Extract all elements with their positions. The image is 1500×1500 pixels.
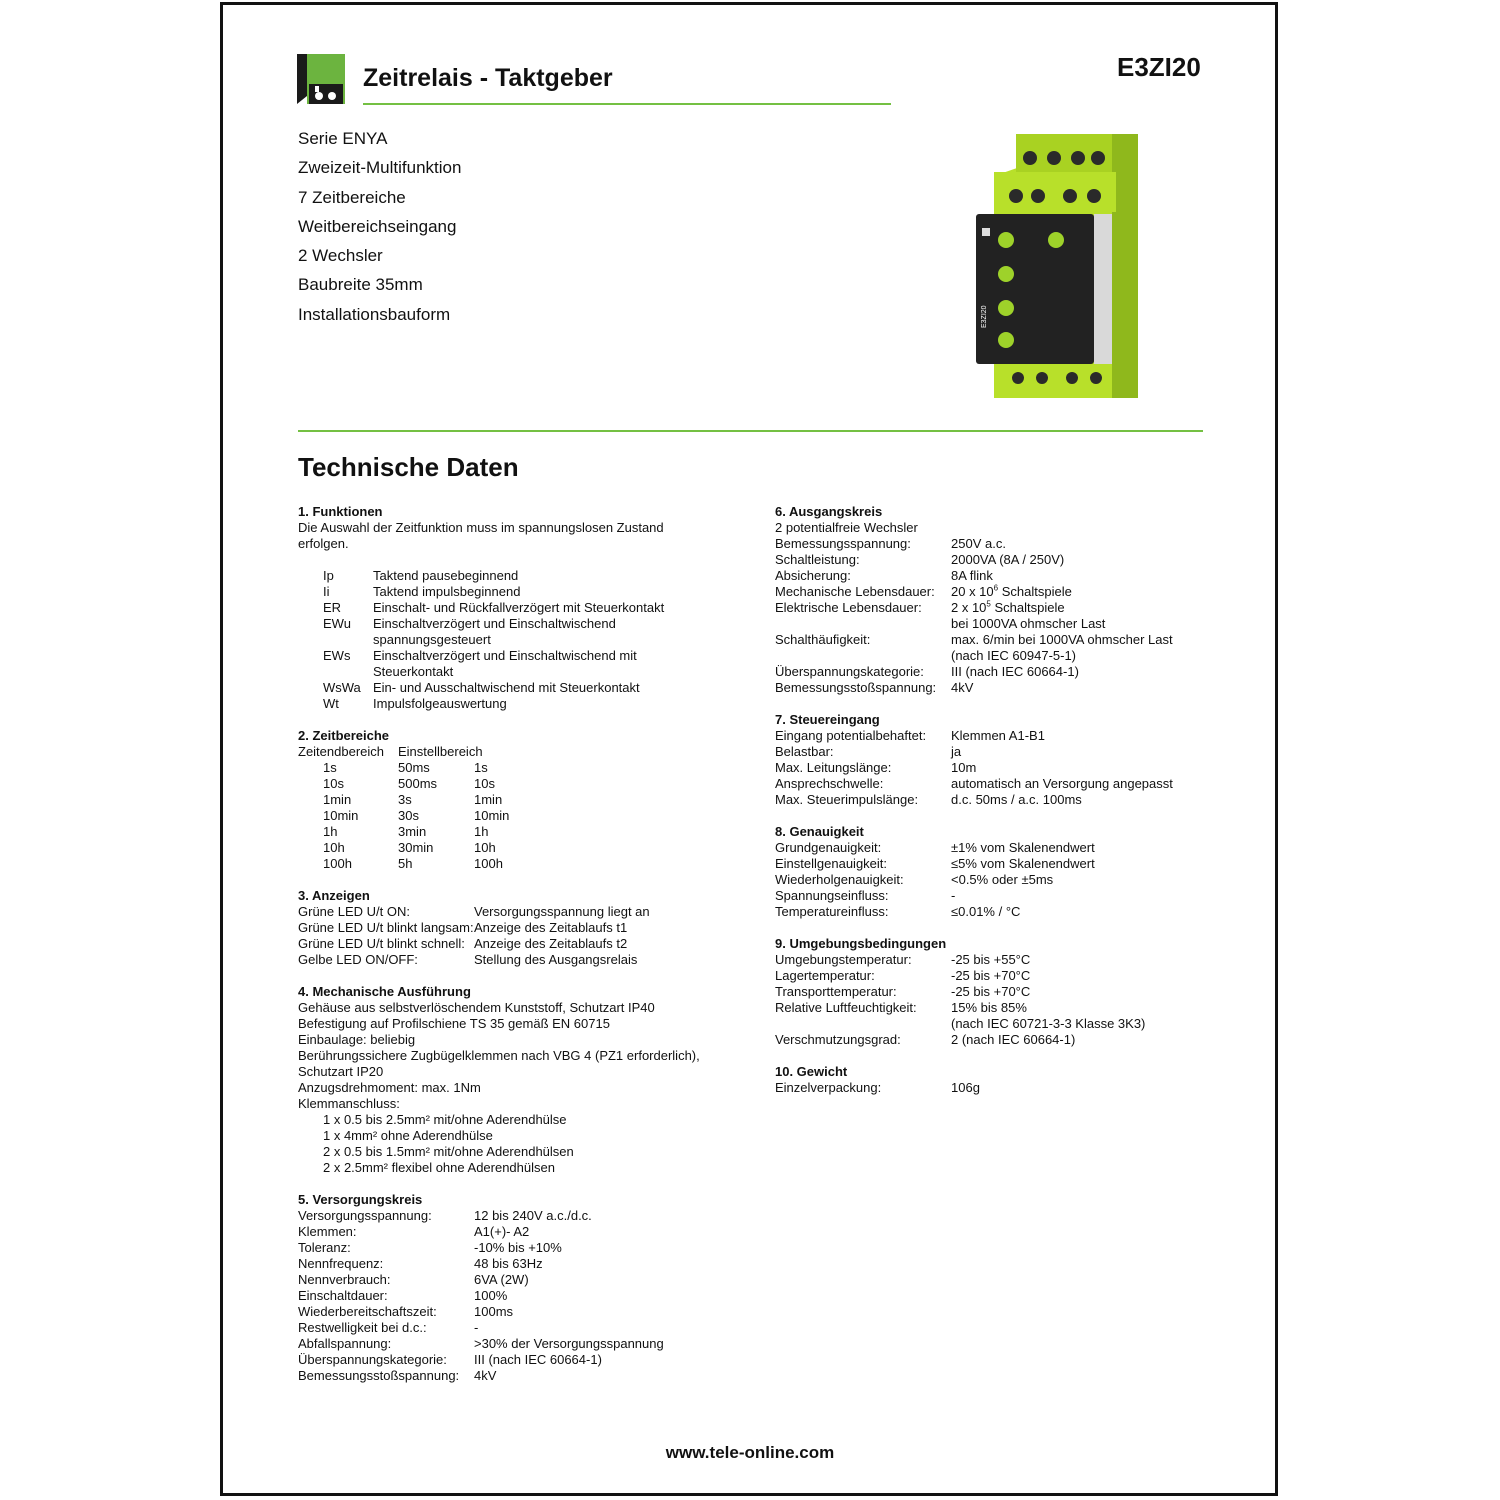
kv-row: Nennfrequenz: 48 bis 63Hz	[298, 1256, 543, 1271]
section-gewicht	[775, 1064, 1205, 1096]
table-row: 100h 5h 100h	[323, 856, 503, 871]
kv-row: Schalthäufigkeit: max. 6/min bei 1000VA ohmscher Last	[775, 632, 1173, 647]
kv-row: Bemessungsstoßspannung: 4kV	[298, 1368, 497, 1383]
section-heading: Technische Daten	[298, 452, 519, 482]
kv-row: Max. Steuerimpulslänge: d.c. 50ms / a.c. 100ms	[775, 792, 1082, 807]
section-title: 1. Funktionen	[298, 504, 383, 519]
kv-row: Ansprechschwelle: automatisch an Versorgung angepasst	[775, 776, 1173, 791]
section-zeitbereiche	[298, 728, 758, 872]
table-row: 1h 3min 1h	[323, 824, 489, 839]
kv-row: (nach IEC 60721-3-3 Klasse 3K3)	[951, 1016, 1146, 1031]
intro-text: Die Auswahl der Zeitfunktion muss im spannungslosen Zustand	[298, 520, 664, 535]
kv-row: Transporttemperatur: -25 bis +70°C	[775, 984, 1031, 999]
section-divider	[298, 430, 1203, 432]
feature-item: 7 Zeitbereiche	[298, 187, 406, 207]
kv-row: Eingang potentialbehaftet: Klemmen A1-B1	[775, 728, 1045, 743]
kv-row: Grundgenauigkeit: ±1% vom Skalenendwert	[775, 840, 1095, 855]
kv-row: Überspannungskategorie: III (nach IEC 60664-1)	[298, 1352, 602, 1367]
kv-row: Grüne LED U/t blinkt schnell: Anzeige des Zeitablaufs t2	[298, 936, 628, 951]
kv-row: Absicherung: 8A flink	[775, 568, 993, 583]
section-title: 7. Steuereingang	[775, 712, 880, 727]
table-row: 10s 500ms 10s	[323, 776, 495, 791]
kv-row: Bemessungsspannung: 250V a.c.	[775, 536, 1006, 551]
text-line: 1 x 0.5 bis 2.5mm² mit/ohne Aderendhülse	[323, 1112, 567, 1127]
section-steuereingang	[775, 712, 1205, 808]
kv-row: Überspannungskategorie: III (nach IEC 60664-1)	[775, 664, 1079, 679]
function-row: WsWa Ein- und Ausschaltwischend mit Steuerkontakt	[323, 680, 640, 695]
section-mechanik	[298, 984, 758, 1176]
kv-row: Mechanische Lebensdauer: 20 x $10^6$ Schaltspiele	[775, 583, 1072, 599]
kv-row: Spannungseinfluss: -	[775, 888, 956, 903]
table-header: Zeitendbereich Einstellbereich	[298, 744, 483, 759]
kv-row: Belastbar: ja	[775, 744, 962, 759]
kv-row: Versorgungsspannung: 12 bis 240V a.c./d.c.	[298, 1208, 592, 1223]
function-row: ER Einschalt- und Rückfallverzögert mit Steuerkontakt	[323, 600, 665, 615]
model-number: E3ZI20	[1117, 52, 1201, 82]
left-column	[298, 504, 758, 1400]
kv-row: Klemmen: A1(+)- A2	[298, 1224, 530, 1239]
product-label: E3ZI20	[981, 305, 988, 328]
function-row: EWu Einschaltverzögert und Einschaltwischend spannungsgesteuert	[323, 616, 616, 647]
feature-list	[298, 124, 461, 329]
feature-item: Zweizeit-Multifunktion	[298, 158, 462, 178]
text-line: Einbaulage: beliebig	[298, 1032, 416, 1047]
intro-text: 2 potentialfreie Wechsler	[775, 520, 918, 535]
table-row: 10min 30s 10min	[323, 808, 510, 823]
kv-row: Einzelverpackung: 106g	[775, 1080, 980, 1095]
section-genauigkeit	[775, 824, 1205, 920]
feature-item: Weitbereichseingang	[298, 216, 457, 236]
text-line: 2 x 0.5 bis 1.5mm² mit/ohne Aderendhülsen	[323, 1144, 574, 1159]
text-line: Klemmanschluss:	[298, 1096, 400, 1111]
section-title: 8. Genauigkeit	[775, 824, 864, 839]
section-anzeigen	[298, 888, 758, 968]
table-row: 1s 50ms 1s	[323, 760, 488, 775]
product-image	[972, 128, 1142, 410]
section-title: 6. Ausgangskreis	[775, 504, 883, 519]
text-line: Befestigung auf Profilschiene TS 35 gemäß EN 60715	[298, 1016, 610, 1031]
section-ausgangskreis	[775, 504, 1205, 696]
function-row: Ii Taktend impulsbeginnend	[323, 584, 521, 599]
title-underline	[363, 103, 891, 105]
table-row: 10h 30min 10h	[323, 840, 496, 855]
section-title: 9. Umgebungsbedingungen	[775, 936, 947, 951]
tele-logo-icon	[297, 54, 345, 104]
kv-row: bei 1000VA ohmscher Last	[951, 616, 1106, 631]
section-title: 5. Versorgungskreis	[298, 1192, 423, 1207]
text-line: Schutzart IP20	[298, 1064, 384, 1079]
text-line: Gehäuse aus selbstverlöschendem Kunststoff, Schutzart IP40	[298, 1000, 655, 1015]
kv-row: Abfallspannung: >30% der Versorgungsspannung	[298, 1336, 664, 1351]
kv-row: Nennverbrauch: 6VA (2W)	[298, 1272, 529, 1287]
kv-row: Grüne LED U/t ON: Versorgungsspannung liegt an	[298, 904, 650, 919]
section-umgebung	[775, 936, 1205, 1048]
text-line: 1 x 4mm² ohne Aderendhülse	[323, 1128, 493, 1143]
kv-row: Einstellgenauigkeit: ≤5% vom Skalenendwert	[775, 856, 1095, 871]
kv-row: Umgebungstemperatur: -25 bis +55°C	[775, 952, 1031, 967]
kv-row: Temperatureinfluss: ≤0.01% / °C	[775, 904, 1021, 919]
section-title: 2. Zeitbereiche	[298, 728, 390, 743]
section-versorgungskreis	[298, 1192, 758, 1384]
text-line: Berührungssichere Zugbügelklemmen nach VBG 4 (PZ1 erforderlich),	[298, 1048, 700, 1063]
text-line: Anzugsdrehmoment: max. 1Nm	[298, 1080, 481, 1095]
page-title: Zeitrelais - Taktgeber	[363, 64, 613, 92]
function-row: Ip Taktend pausebeginnend	[323, 568, 519, 583]
kv-row: Elektrische Lebensdauer: 2 x $10^5$ Schaltspiele	[775, 599, 1065, 615]
kv-row: Relative Luftfeuchtigkeit: 15% bis 85%	[775, 1000, 1027, 1015]
kv-row: (nach IEC 60947-5-1)	[951, 648, 1077, 663]
feature-item: Installationsbauform	[298, 304, 451, 324]
kv-row: Lagertemperatur: -25 bis +70°C	[775, 968, 1031, 983]
intro-text: erfolgen.	[298, 536, 349, 551]
kv-row: Einschaltdauer: 100%	[298, 1288, 508, 1303]
kv-row: Verschmutzungsgrad: 2 (nach IEC 60664-1)	[775, 1032, 1076, 1047]
footer-url[interactable]: www.tele-online.com	[665, 1443, 835, 1462]
kv-row: Bemessungsstoßspannung: 4kV	[775, 680, 974, 695]
section-funktionen	[298, 504, 758, 712]
kv-row: Wiederbereitschaftszeit: 100ms	[298, 1304, 514, 1319]
kv-row: Max. Leitungslänge: 10m	[775, 760, 977, 775]
kv-row: Grüne LED U/t blinkt langsam: Anzeige des Zeitablaufs t1	[298, 920, 628, 935]
right-column	[775, 504, 1205, 1112]
kv-row: Toleranz: -10% bis +10%	[298, 1240, 562, 1255]
function-row: EWs Einschaltverzögert und Einschaltwischend mit Steuerkontakt	[323, 648, 637, 679]
section-title: 3. Anzeigen	[298, 888, 370, 903]
feature-item: Baubreite 35mm	[298, 275, 423, 295]
kv-row: Wiederholgenauigkeit: <0.5% oder ±5ms	[775, 872, 1054, 887]
kv-row: Gelbe LED ON/OFF: Stellung des Ausgangsrelais	[298, 952, 638, 967]
function-row: Wt Impulsfolgeauswertung	[323, 696, 507, 711]
feature-item: 2 Wechsler	[298, 246, 383, 266]
section-title: 10. Gewicht	[775, 1064, 848, 1079]
section-title: 4. Mechanische Ausführung	[298, 984, 471, 999]
text-line: 2 x 2.5mm² flexibel ohne Aderendhülsen	[323, 1160, 555, 1175]
feature-item: Serie ENYA	[298, 129, 388, 148]
kv-row: Schaltleistung: 2000VA (8A / 250V)	[775, 552, 1065, 567]
kv-row: Restwelligkeit bei d.c.: -	[298, 1320, 479, 1335]
table-row: 1min 3s 1min	[323, 792, 503, 807]
